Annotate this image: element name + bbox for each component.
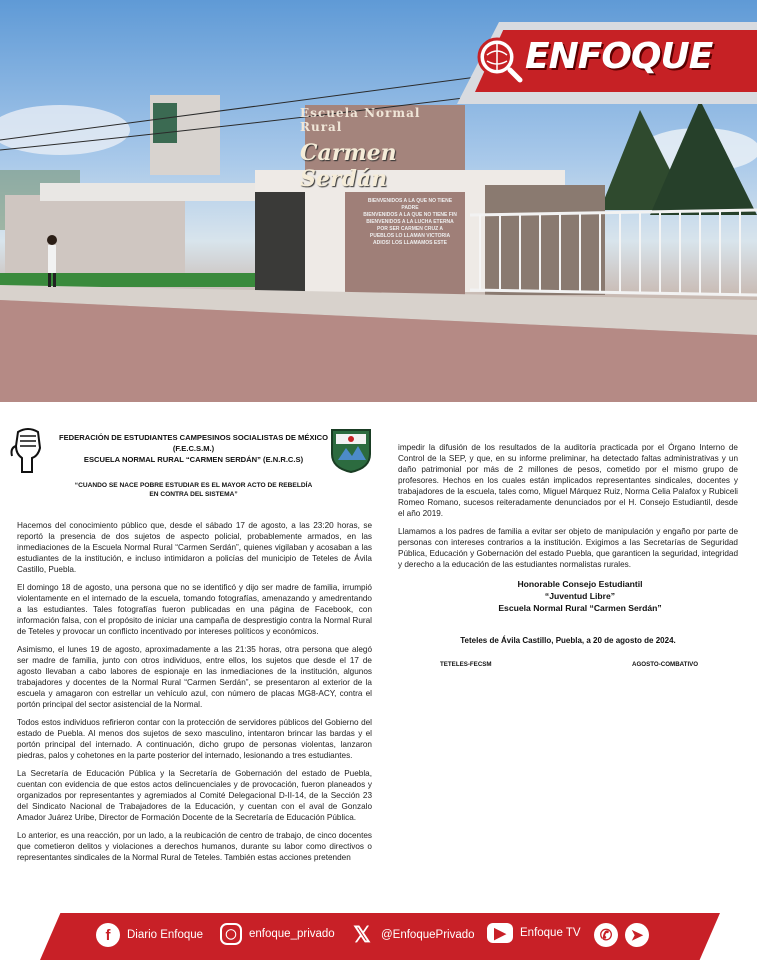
motto-line: EN CONTRA DEL SISTEMA” <box>149 491 238 498</box>
place-date: Teteles de Ávila Castillo, Puebla, a 20 de agosto de 2024. <box>460 636 676 645</box>
paragraph: El domingo 18 de agosto, una persona que no se identificó y dijo ser madre de familia, irrumpió violentamente en el internado de la escuela, tomando fotografías, amenazando y amedrentando a las estudiantes. Tales fotografías fueron publicadas en una página de Facebook, con información falsa, con el propósito de iniciar una campaña de desprestigio contra la Normal Rural de Teteles y provocar un conflicto incentivado por intereses políticos y económicos. <box>17 583 372 636</box>
body-column-right <box>398 442 738 577</box>
raised-fist-icon <box>8 426 48 474</box>
wall-line: ADIOS! LOS LLAMAMOS ESTE <box>373 240 447 246</box>
document-motto <box>56 481 331 499</box>
header-line: ESCUELA NORMAL RURAL “CARMEN SERDÁN” (E.N.R.C.S) <box>83 455 304 464</box>
wall-inscription <box>360 198 460 247</box>
facebook-label: Diario Enfoque <box>127 929 204 941</box>
paragraph: Hacemos del conocimiento público que, desde el sábado 17 de agosto, a las 23:20 horas, se reportó la presencia de dos sujetos de aspecto policial, probablemente armados, en las inmediaciones de la Escuela Normal Rural “Carmen Serdán”, quienes vigilaban y acosaban a las estudiantes de la institución, e incluso intimidaron a policías del municipio de Teteles de Ávila Castillo, Puebla. <box>17 521 372 574</box>
signatory-line: Escuela Normal Rural “Carmen Serdán” <box>498 603 662 613</box>
instagram-label: enfoque_privado <box>249 928 335 940</box>
messaging-icons <box>594 923 649 947</box>
facebook-link[interactable] <box>96 923 203 947</box>
youtube-label: Enfoque TV <box>520 927 581 939</box>
signatory-line: “Juventud Libre” <box>544 591 616 601</box>
paragraph: La Secretaría de Educación Pública y la Secretaría de Gobernación del estado de Puebla, cuentan con evidencia de que estos actos delincuenciales y de provocación, fueron planeados y organizados por representantes y agremiados al Comité Delegacional D-II-14, de la Sección 23 del Sindicato Nacional de Trabajadores de la Educación, y cuentan con el aval de Gonzalo Amador Juárez Uribe, Director de Formación Docente de la Secretaría de Educación Pública. <box>17 769 372 822</box>
school-photo <box>0 0 757 402</box>
instagram-icon: ◯ <box>220 923 242 945</box>
signature-left: TETELES-FECSM <box>440 661 492 668</box>
paragraph: Todos estos individuos refirieron contar con la protección de servidores públicos del Gobierno del estado de Puebla. Al menos dos sujetos de sexo masculino, intentaron brincar las bardas y el portón principal del internado. A continuación, dicho grupo de personas violentas, lanzaron piedras, palos y cohetones en la parte posterior del internado, lesionando a tres estudiantes. <box>17 718 372 760</box>
signatory-line: Honorable Consejo Estudiantil <box>517 579 643 589</box>
wall-line: BIENVENIDOS A LA QUE NO TIENE FIN <box>363 212 457 218</box>
wall-line: BIENVENIDOS A LA LUCHA ETERNA <box>366 219 454 225</box>
facebook-icon: f <box>96 923 120 947</box>
signatory-block <box>430 578 730 614</box>
paragraph: Asimismo, el lunes 19 de agosto, aproximadamente a las 21:35 horas, otra persona que alegó ser madre de familia, junto con otros individuos, entre ellos, los sujetos que desde el 17 de agosto llevaban a cabo labores de espionaje en las inmediaciones de la institución, algunos trabajadores y docentes de la Normal Rural “Carmen Serdán”, se presentaron al exterior de la escuela y amagaron con estrellar un vehículo azul, con número de placas MG8-ACY, contra el portón principal del sector asistencial de la Normal. <box>17 645 372 709</box>
x-icon: 𝕏 <box>353 922 371 947</box>
whatsapp-icon[interactable]: ✆ <box>594 923 618 947</box>
youtube-icon: ▶ <box>487 923 513 943</box>
instagram-link[interactable] <box>220 923 335 945</box>
header-line: (F.E.C.S.M.) <box>172 444 215 453</box>
x-link[interactable] <box>350 923 475 947</box>
school-shield-icon <box>328 426 374 474</box>
body-column-left <box>17 520 372 870</box>
globe-search-icon <box>475 35 523 83</box>
wall-line: PUEBLOS LO LLAMAN VICTORIA <box>369 233 451 239</box>
paragraph: impedir la difusión de los resultados de la auditoría practicada por el Órgano Interno de Control de la SEP, y que, en su informe preliminar, ha detectado faltas administrativas y un daño patrimonial por más de 2 millones de pesos, cometido por el mismo grupo de profesores. Hechos en los cuales están implicados representantes sindicales, docentes y trabajadores de la escuela, tales como, Miguel Márquez Ruiz, Norma Celia Palafox y Rubiceli Romeo Romano, sucesos reiteradamente denunciados por el H. Consejo Estudiantil, desde el año 2019. <box>398 443 738 518</box>
sign-top-text: Escuela Normal Rural <box>300 106 421 134</box>
sign-name-text: Carmen Serdán <box>300 140 397 192</box>
social-footer <box>0 910 757 980</box>
school-sign <box>300 106 460 192</box>
header-line: FEDERACIÓN DE ESTUDIANTES CAMPESINOS SOCIALISTAS DE MÉXICO <box>58 433 329 442</box>
youtube-link[interactable] <box>487 923 581 943</box>
brand-logo: ENFOQUE <box>525 36 713 77</box>
telegram-icon[interactable]: ➤ <box>625 923 649 947</box>
paragraph: Llamamos a los padres de familia a evitar ser objeto de manipulación y engaño por parte de personas con intereses contrarios a la institución. Exigimos a las Secretarías de Seguridad Pública, Educación y Gobernación del estado Puebla, que garanticen la seguridad, integridad y derecho a la educación de las estudiantes normalistas rurales. <box>398 527 738 569</box>
wall-line: POR SER CARMEN CRUZ A <box>377 226 443 232</box>
document-header <box>56 432 331 465</box>
paragraph: Lo anterior, es una reacción, por un lado, a la reubicación de centro de trabajo, de cinco docentes que cometieron delitos y violaciones a derechos humanos, durante su labor como directivos o representantes sindicales de la Normal Rural de Teteles. También estas acciones pretenden <box>17 831 372 862</box>
press-release <box>0 402 757 910</box>
wall-line: BIENVENIDOS A LA QUE NO TIENE PADRE <box>367 198 453 211</box>
x-label: @EnfoquePrivado <box>381 929 475 941</box>
motto-line: “CUANDO SE NACE POBRE ESTUDIAR ES EL MAYOR ACTO DE REBELDÍA <box>74 482 313 489</box>
signature-right: AGOSTO-COMBATIVO <box>632 661 699 668</box>
